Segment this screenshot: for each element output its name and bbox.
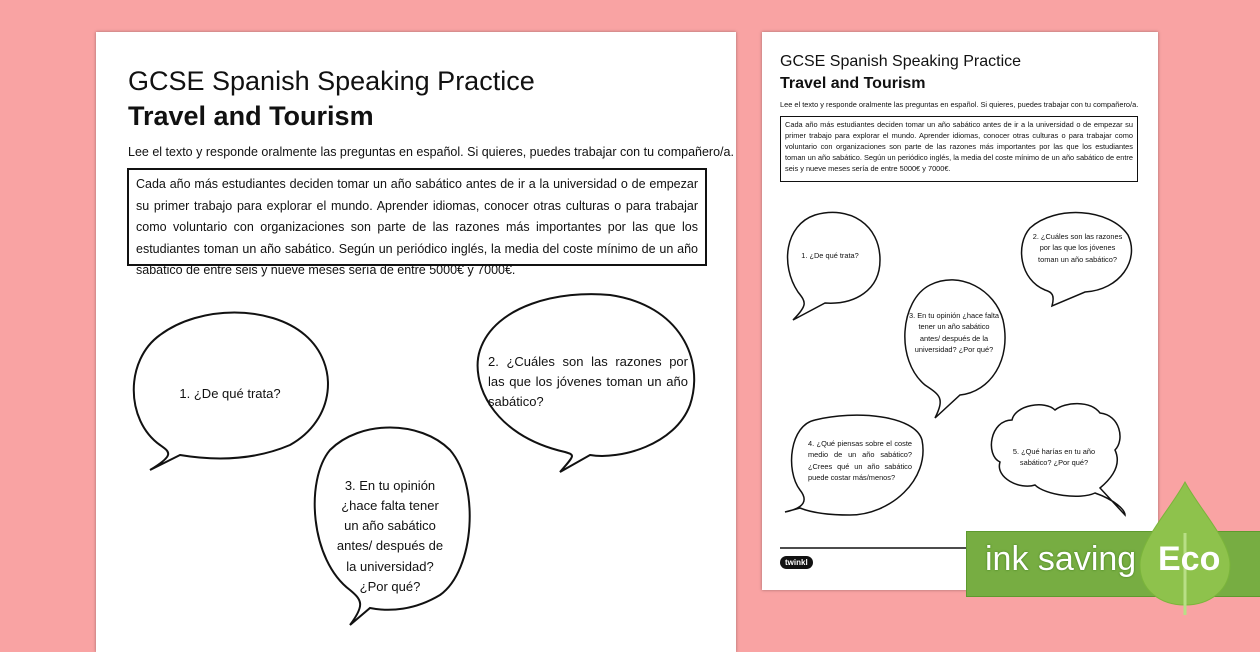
- reading-passage: Cada año más estudiantes deciden tomar un año sabático antes de ir a la universidad o de empezar su primer trabajo para explorar el mundo. Aprender idiomas, conocer otras culturas o para trabajar como voluntario con organizaciones son parte de las razones más importantes por las que los estudiantes toman un año sabático. Según un periódico inglés, la media del coste mínimo de un año sabático de entre seis y nueve meses sería de entre 5000€ y 7000€.: [127, 168, 707, 266]
- question-3: 3. En tu opinión ¿hace falta tener un año sabático antes/ después de la universidad? ¿Por qué?: [336, 478, 444, 594]
- reading-passage-small: Cada año más estudiantes deciden tomar un año sabático antes de ir a la universidad o de empezar su primer trabajo para explorar el mundo. Aprender idiomas, conocer otras culturas o para trabajar como voluntario con organizaciones son parte de las razones más importantes por las que los estudiantes toman un año sabático. Según un periódico inglés, la media del coste mínimo de un año sabático de entre seis y nueve meses sería de entre 5000€ y 7000€.: [780, 116, 1138, 182]
- worksheet-title: GCSE Spanish Speaking Practice: [128, 66, 535, 96]
- question-1: 1. ¿De qué trata?: [179, 386, 281, 401]
- worksheet-subtitle-small: Travel and Tourism: [780, 75, 926, 92]
- instructions: Lee el texto y responde oralmente las preguntas en español. Si quieres, puedes trabajar con tu compañero/a.: [128, 145, 734, 159]
- worksheet-subtitle: Travel and Tourism: [128, 101, 374, 131]
- question-3-small: 3. En tu opinión ¿hace falta tener un año sabático antes/ después de la universidad? ¿Por qué?: [909, 311, 999, 355]
- ink-saving-label: ink saving: [985, 540, 1137, 578]
- question-4-small: 4. ¿Qué piensas sobre el coste medio de un año sabático? ¿Crees qué un año sabático puede costar más/menos?: [808, 439, 912, 483]
- instructions-small: Lee el texto y responde oralmente las preguntas en español. Si quieres, puedes trabajar con tu compañero/a.: [780, 100, 1139, 109]
- question-2-small: 2. ¿Cuáles son las razones por las que los jóvenes toman un año sabático?: [1032, 232, 1123, 264]
- question-1-small: 1. ¿De qué trata?: [801, 251, 859, 260]
- twinkl-logo: twinkl: [780, 556, 813, 569]
- question-2: 2. ¿Cuáles son las razones por las que los jóvenes toman un año sabático?: [488, 354, 688, 410]
- eco-label: Eco: [1158, 540, 1221, 578]
- question-5-small: 5. ¿Qué harías en tu año sabático? ¿Por qué?: [1012, 447, 1096, 468]
- worksheet-title-small: GCSE Spanish Speaking Practice: [780, 53, 1022, 70]
